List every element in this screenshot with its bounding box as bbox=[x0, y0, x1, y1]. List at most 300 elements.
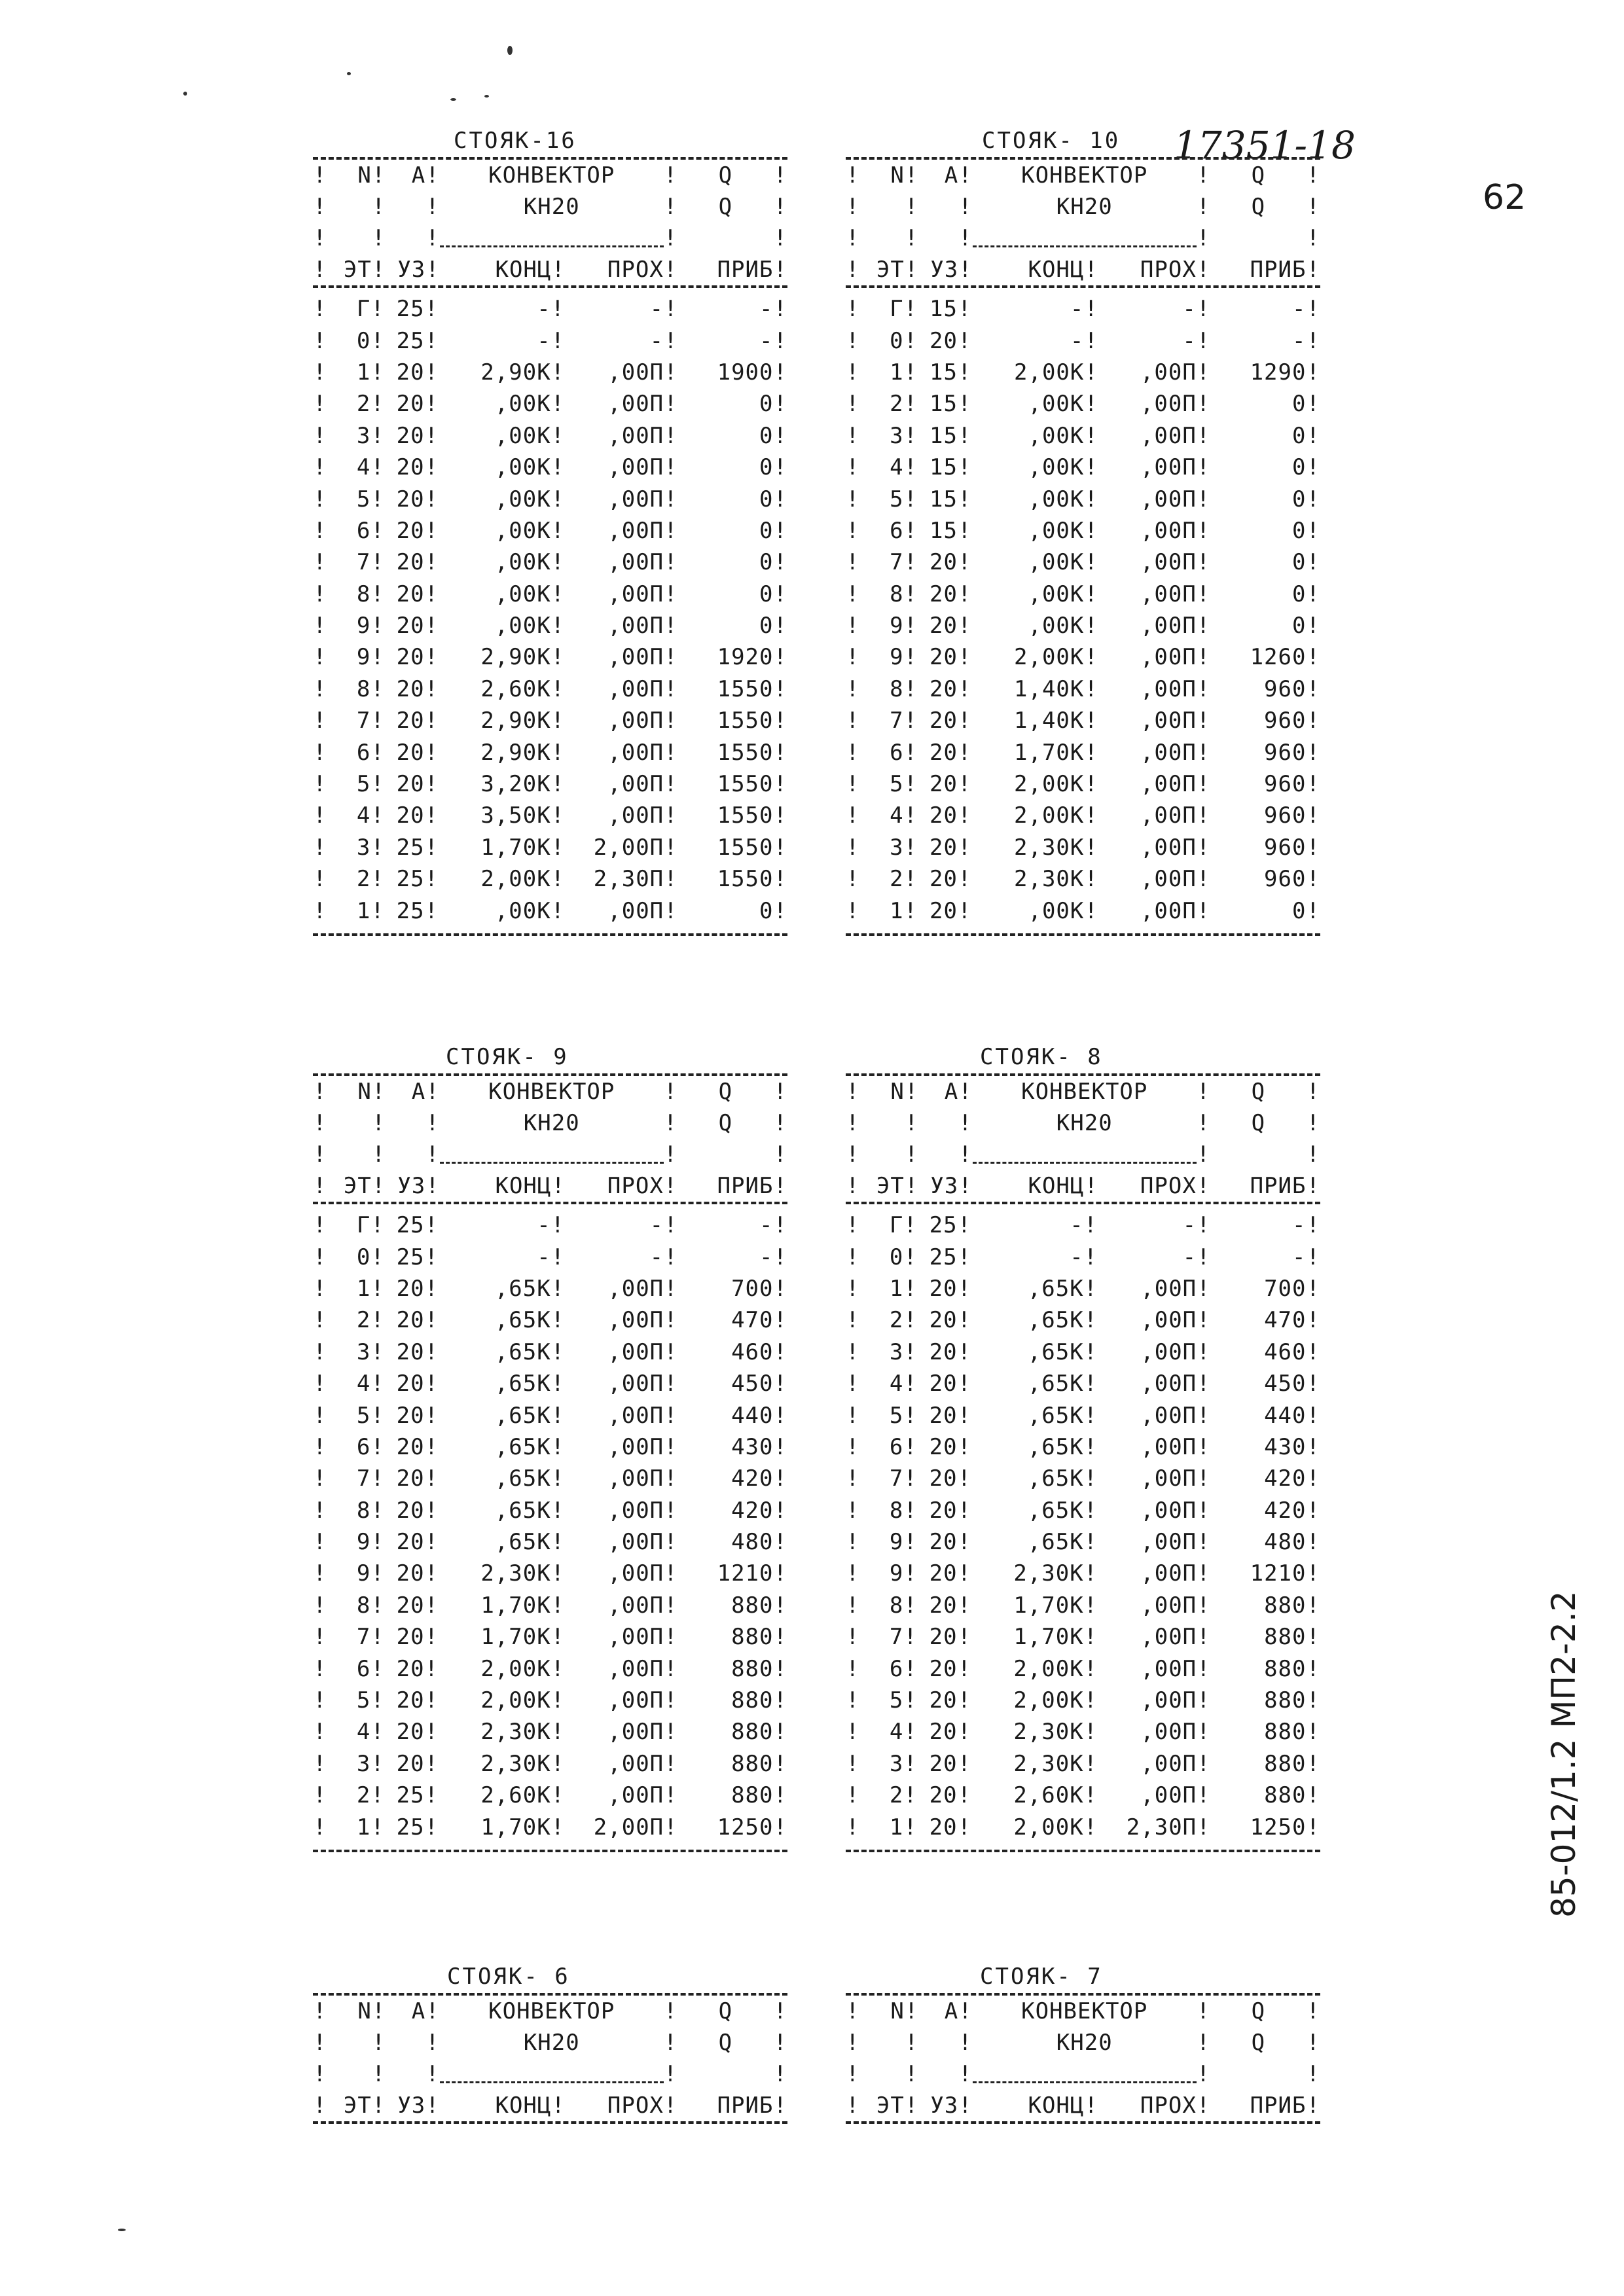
bar: ! bbox=[313, 327, 327, 354]
bar: ! bbox=[957, 1814, 972, 1840]
floor: 4 bbox=[889, 1719, 904, 1746]
bar: ! bbox=[846, 1814, 860, 1840]
header-konc: КОНЦ bbox=[495, 2092, 552, 2119]
bar: ! bbox=[664, 422, 678, 449]
bar: ! bbox=[1306, 194, 1320, 220]
table-row bbox=[313, 1653, 787, 1684]
bar: ! bbox=[846, 644, 860, 671]
konc-value: ,65К bbox=[494, 1338, 551, 1365]
konc-value: ,65К bbox=[494, 1465, 551, 1492]
bar: ! bbox=[846, 454, 860, 481]
bar: ! bbox=[370, 422, 385, 449]
bar: ! bbox=[370, 644, 385, 671]
bar: ! bbox=[1306, 162, 1320, 188]
bar: ! bbox=[773, 194, 787, 220]
konc-value: 2,30К bbox=[1013, 1750, 1084, 1777]
prib-value: 460 bbox=[731, 1338, 774, 1365]
empty bbox=[677, 223, 773, 254]
header-n: N bbox=[357, 1998, 372, 2024]
bar: ! bbox=[773, 1624, 787, 1651]
bar: ! bbox=[1084, 834, 1098, 861]
riser-data-table bbox=[846, 293, 1320, 927]
bar: ! bbox=[1306, 581, 1320, 607]
konc-value: ,65К bbox=[1027, 1338, 1084, 1365]
bar: ! bbox=[1197, 1750, 1211, 1777]
konc-value: ,00К bbox=[494, 581, 551, 607]
table-row bbox=[846, 515, 1320, 547]
table-row bbox=[846, 1241, 1320, 1272]
bar: ! bbox=[1084, 708, 1098, 734]
prox-value: ,00П bbox=[1140, 1592, 1197, 1619]
bar: ! bbox=[424, 1814, 439, 1840]
prib-value: 0 bbox=[759, 517, 774, 544]
bar: ! bbox=[903, 1244, 918, 1270]
bar: ! bbox=[664, 517, 678, 544]
diameter: 20 bbox=[396, 1338, 425, 1365]
bar: ! bbox=[313, 1141, 327, 1168]
bar: ! bbox=[425, 1079, 440, 1105]
konc-value: ,00К bbox=[1028, 549, 1085, 576]
bar: ! bbox=[903, 296, 918, 323]
diameter: 20 bbox=[929, 739, 958, 766]
konc-value: - bbox=[537, 296, 551, 323]
konc-value: 2,30К bbox=[480, 1560, 551, 1587]
diameter: 20 bbox=[396, 1719, 425, 1746]
bar: ! bbox=[1084, 549, 1098, 576]
bar: ! bbox=[424, 834, 439, 861]
bar: ! bbox=[1196, 739, 1211, 766]
diameter: 20 bbox=[929, 1624, 958, 1651]
table-row bbox=[313, 1241, 787, 1272]
konc-value: ,00К bbox=[1028, 454, 1085, 481]
table-rule bbox=[846, 933, 1320, 936]
bar: ! bbox=[846, 296, 860, 323]
bar: ! bbox=[663, 2030, 678, 2056]
header-row bbox=[846, 1170, 1320, 1202]
floor: 4 bbox=[889, 1371, 904, 1397]
prox-value: 2,30П bbox=[1126, 1814, 1197, 1840]
prib-value: 880 bbox=[731, 1687, 774, 1714]
bar: ! bbox=[313, 549, 327, 576]
konc-value: 2,30К bbox=[1013, 1719, 1084, 1746]
floor: 4 bbox=[356, 1371, 371, 1397]
diameter: 25 bbox=[396, 1212, 425, 1239]
table-row bbox=[313, 1304, 787, 1336]
bar: ! bbox=[1083, 1244, 1098, 1270]
bar: ! bbox=[846, 1719, 860, 1746]
bar: ! bbox=[424, 517, 439, 544]
bar: ! bbox=[550, 454, 566, 481]
bar: ! bbox=[903, 802, 918, 829]
prox-value: ,00П bbox=[607, 1402, 664, 1429]
bar: ! bbox=[903, 1212, 918, 1239]
bar: ! bbox=[1197, 1338, 1211, 1365]
header-row bbox=[313, 2090, 787, 2121]
bar: ! bbox=[773, 1433, 787, 1460]
floor: Г bbox=[356, 1212, 371, 1239]
diameter: 20 bbox=[929, 708, 958, 734]
bar: ! bbox=[903, 1719, 918, 1746]
prox-value: ,00П bbox=[607, 1655, 664, 1682]
bar: ! bbox=[1083, 1624, 1098, 1651]
bar: ! bbox=[773, 581, 787, 607]
prib-value: 880 bbox=[1264, 1782, 1307, 1809]
bar: ! bbox=[313, 739, 327, 766]
header-a: А bbox=[411, 1998, 426, 2024]
bar: ! bbox=[1196, 225, 1211, 251]
bar: ! bbox=[957, 1433, 972, 1460]
floor: 2 bbox=[889, 1307, 904, 1334]
floor: 3 bbox=[890, 422, 904, 449]
bar: ! bbox=[424, 866, 439, 893]
bar: ! bbox=[958, 1998, 973, 2024]
bar: ! bbox=[957, 771, 972, 798]
bar: ! bbox=[1196, 1110, 1211, 1136]
diameter: 20 bbox=[396, 802, 425, 829]
table-row bbox=[313, 895, 787, 926]
diameter: 20 bbox=[396, 581, 425, 607]
bar: ! bbox=[1306, 1560, 1320, 1587]
floor: 3 bbox=[356, 422, 371, 449]
table-row bbox=[313, 641, 787, 673]
header-row bbox=[313, 1996, 787, 2027]
bar: ! bbox=[424, 1782, 439, 1809]
bar: ! bbox=[371, 257, 386, 283]
diameter: 20 bbox=[396, 549, 425, 576]
bar: ! bbox=[663, 2061, 678, 2087]
bar: ! bbox=[1306, 549, 1320, 576]
bar: ! bbox=[424, 296, 439, 323]
prox-value: ,00П bbox=[1140, 1782, 1197, 1809]
bar: ! bbox=[846, 1212, 860, 1239]
prox-value: ,00П bbox=[1140, 486, 1197, 512]
floor: 5 bbox=[890, 486, 904, 512]
bar: ! bbox=[903, 771, 918, 798]
bar: ! bbox=[957, 1244, 972, 1270]
bar: ! bbox=[1084, 454, 1098, 481]
prib-value: 470 bbox=[731, 1307, 774, 1334]
bar: ! bbox=[313, 897, 327, 924]
bar: ! bbox=[424, 1433, 439, 1460]
konc-value: ,65К bbox=[494, 1497, 551, 1524]
prib-value: 450 bbox=[731, 1371, 774, 1397]
header-row bbox=[846, 2058, 1320, 2090]
konc-value: ,00К bbox=[1028, 517, 1085, 544]
prox-value: - bbox=[649, 1244, 664, 1270]
bar: ! bbox=[550, 644, 566, 671]
bar: ! bbox=[664, 1402, 678, 1429]
diameter: 20 bbox=[396, 1307, 425, 1334]
bar: ! bbox=[370, 1719, 385, 1746]
empty bbox=[386, 2027, 425, 2058]
table-row bbox=[846, 1273, 1320, 1304]
prib-value: 0 bbox=[759, 613, 774, 639]
diameter: 25 bbox=[929, 1244, 958, 1270]
bar: ! bbox=[957, 1371, 972, 1397]
prox-value: ,00П bbox=[1140, 897, 1197, 924]
konc-value: ,00К bbox=[1028, 581, 1085, 607]
empty bbox=[327, 2027, 371, 2058]
bar: ! bbox=[1196, 359, 1211, 386]
prox-value: ,00П bbox=[1140, 771, 1197, 798]
prib-value: 420 bbox=[1264, 1497, 1307, 1524]
bar: ! bbox=[957, 549, 972, 576]
bar: ! bbox=[1306, 1275, 1320, 1302]
bar: ! bbox=[370, 1529, 385, 1556]
bar: ! bbox=[773, 1750, 787, 1777]
prib-value: 880 bbox=[731, 1655, 774, 1682]
bar: ! bbox=[1196, 486, 1211, 512]
bar: ! bbox=[550, 1433, 566, 1460]
bar: ! bbox=[663, 257, 678, 283]
bar: ! bbox=[903, 897, 918, 924]
bar: ! bbox=[846, 2030, 860, 2056]
bar: ! bbox=[424, 708, 439, 734]
bar: ! bbox=[1083, 1655, 1098, 1682]
header-q: Q bbox=[1251, 1998, 1266, 2024]
bar: ! bbox=[664, 549, 678, 576]
prox-value: ,00П bbox=[1140, 1465, 1197, 1492]
bar: ! bbox=[424, 1750, 439, 1777]
bar: ! bbox=[664, 486, 678, 512]
header-convector: КОНВЕКТОР bbox=[488, 1998, 615, 2024]
header-prib: ПРИБ bbox=[1250, 2092, 1307, 2119]
bar: ! bbox=[424, 359, 439, 386]
header-q2: Q bbox=[1251, 194, 1266, 220]
bar: ! bbox=[1197, 1782, 1211, 1809]
table-row bbox=[313, 1780, 787, 1811]
konc-value: 2,30К bbox=[480, 1719, 551, 1746]
table-row bbox=[313, 768, 787, 800]
bar: ! bbox=[550, 1719, 566, 1746]
floor: 8 bbox=[356, 1497, 371, 1524]
table-row bbox=[313, 673, 787, 705]
bar: ! bbox=[903, 517, 918, 544]
table-row bbox=[846, 1431, 1320, 1463]
konc-value: 2,00К bbox=[480, 1655, 551, 1682]
bar: ! bbox=[773, 1592, 787, 1619]
floor: 8 bbox=[356, 1592, 371, 1619]
table-row bbox=[313, 1431, 787, 1463]
bar: ! bbox=[550, 359, 566, 386]
konc-value: 2,00К bbox=[1013, 1655, 1084, 1682]
bar: ! bbox=[370, 1307, 385, 1334]
prox-value: ,00П bbox=[1140, 549, 1197, 576]
bar: ! bbox=[425, 162, 440, 188]
bar: ! bbox=[370, 1592, 385, 1619]
diameter: 20 bbox=[396, 1529, 425, 1556]
bar: ! bbox=[313, 675, 327, 702]
header-uz: УЗ bbox=[397, 257, 426, 283]
prib-value: 880 bbox=[731, 1624, 774, 1651]
header-et: ЭТ bbox=[343, 1173, 372, 1199]
prox-value: ,00П bbox=[607, 1497, 664, 1524]
bar: ! bbox=[1306, 1655, 1320, 1682]
diameter: 25 bbox=[396, 834, 425, 861]
bar: ! bbox=[664, 1655, 678, 1682]
riser-title bbox=[313, 1041, 787, 1073]
bar: ! bbox=[957, 1655, 972, 1682]
prib-value: 1290 bbox=[1250, 359, 1307, 386]
prox-value: ,00П bbox=[1140, 644, 1197, 671]
riser-table bbox=[846, 1076, 1320, 1202]
bar: ! bbox=[1196, 1141, 1211, 1168]
bar: ! bbox=[957, 1465, 972, 1492]
bar: ! bbox=[957, 834, 972, 861]
bar: ! bbox=[957, 581, 972, 607]
table-row bbox=[313, 705, 787, 736]
konc-value: ,65К bbox=[1027, 1307, 1084, 1334]
bar: ! bbox=[550, 708, 566, 734]
bar: ! bbox=[550, 1655, 566, 1682]
bar: ! bbox=[957, 327, 972, 354]
floor: 5 bbox=[889, 1402, 904, 1429]
floor: 9 bbox=[889, 1560, 904, 1587]
header-q2: Q bbox=[718, 1110, 733, 1136]
bar: ! bbox=[846, 613, 860, 639]
header-convector: КОНВЕКТОР bbox=[488, 162, 615, 188]
prox-value: 2,30П bbox=[593, 866, 664, 893]
bar: ! bbox=[313, 1814, 327, 1840]
bar: ! bbox=[903, 486, 918, 512]
floor: 1 bbox=[889, 1275, 904, 1302]
diameter: 20 bbox=[929, 1433, 958, 1460]
diameter: 20 bbox=[396, 1655, 425, 1682]
bar: ! bbox=[1306, 486, 1320, 512]
bar: ! bbox=[424, 1275, 439, 1302]
riser-table bbox=[313, 1996, 787, 2121]
bar: ! bbox=[424, 1592, 439, 1619]
konc-value: ,00К bbox=[494, 613, 551, 639]
bar: ! bbox=[957, 1497, 972, 1524]
diameter: 20 bbox=[929, 1750, 958, 1777]
prib-value: 0 bbox=[759, 581, 774, 607]
bar: ! bbox=[424, 1244, 439, 1270]
prox-value: ,00П bbox=[607, 454, 664, 481]
floor: 4 bbox=[890, 802, 904, 829]
diameter: 20 bbox=[929, 1371, 958, 1397]
bar: ! bbox=[1083, 1465, 1098, 1492]
konc-value: 1,70К bbox=[1014, 739, 1085, 766]
prox-value: ,00П bbox=[607, 1624, 664, 1651]
empty bbox=[859, 223, 904, 254]
diameter: 20 bbox=[929, 613, 958, 639]
bar: ! bbox=[846, 257, 860, 283]
bar: ! bbox=[773, 1307, 787, 1334]
bar: ! bbox=[846, 675, 860, 702]
prib-value: 0 bbox=[759, 391, 774, 418]
bar: ! bbox=[370, 675, 385, 702]
prox-value: ,00П bbox=[1140, 739, 1197, 766]
header-prox: ПРОХ bbox=[1140, 257, 1197, 283]
header-row bbox=[313, 1139, 787, 1170]
konc-value: ,65К bbox=[1027, 1402, 1084, 1429]
bar: ! bbox=[957, 1782, 972, 1809]
bar: ! bbox=[550, 517, 566, 544]
empty bbox=[918, 1107, 958, 1139]
bar: ! bbox=[370, 1497, 385, 1524]
konc-value: 1,70К bbox=[480, 1814, 551, 1840]
diameter: 20 bbox=[396, 1275, 425, 1302]
prib-value: 1210 bbox=[1250, 1560, 1307, 1587]
bar: ! bbox=[773, 1079, 787, 1105]
prox-value: ,00П bbox=[607, 1307, 664, 1334]
prox-value: ,00П bbox=[1140, 708, 1197, 734]
bar: ! bbox=[846, 1687, 860, 1714]
bar: ! bbox=[370, 486, 385, 512]
speck bbox=[450, 98, 456, 101]
floor: 7 bbox=[889, 1624, 904, 1651]
bar: ! bbox=[846, 1433, 860, 1460]
header-convector: КОНВЕКТОР bbox=[1021, 1998, 1148, 2024]
bar: ! bbox=[313, 802, 327, 829]
floor: 5 bbox=[356, 486, 371, 512]
bar: ! bbox=[1084, 257, 1098, 283]
table-row bbox=[313, 579, 787, 610]
header-n: N bbox=[890, 1998, 905, 2024]
header-q2: Q bbox=[1251, 2030, 1266, 2056]
bar: ! bbox=[425, 1998, 440, 2024]
bar: ! bbox=[957, 739, 972, 766]
bar: ! bbox=[664, 1687, 678, 1714]
bar: ! bbox=[1306, 708, 1320, 734]
divider-cell bbox=[440, 2058, 664, 2090]
header-prox: ПРОХ bbox=[607, 1173, 664, 1199]
diameter: 25 bbox=[396, 866, 425, 893]
bar: ! bbox=[370, 1244, 385, 1270]
konc-value: 2,90К bbox=[480, 739, 551, 766]
bar: ! bbox=[664, 1529, 678, 1556]
bar: ! bbox=[424, 454, 439, 481]
header-prib: ПРИБ bbox=[1250, 1173, 1307, 1199]
bar: ! bbox=[1083, 1307, 1098, 1334]
bar: ! bbox=[903, 1465, 918, 1492]
bar: ! bbox=[424, 1338, 439, 1365]
bar: ! bbox=[313, 1110, 327, 1136]
diameter: 20 bbox=[396, 1592, 425, 1619]
prib-value: 880 bbox=[731, 1719, 774, 1746]
bar: ! bbox=[1197, 1402, 1211, 1429]
diameter: 20 bbox=[929, 1465, 958, 1492]
bar: ! bbox=[958, 1141, 973, 1168]
prib-value: 1550 bbox=[717, 802, 774, 829]
diameter: 20 bbox=[396, 708, 425, 734]
diameter: 20 bbox=[396, 613, 425, 639]
bar: ! bbox=[1084, 486, 1098, 512]
bar: ! bbox=[313, 1212, 327, 1239]
bar: ! bbox=[313, 1560, 327, 1587]
bar: ! bbox=[904, 162, 919, 188]
prox-value: ,00П bbox=[607, 739, 664, 766]
floor: 9 bbox=[356, 644, 371, 671]
bar: ! bbox=[1083, 1402, 1098, 1429]
prib-value: 880 bbox=[1264, 1624, 1307, 1651]
diameter: 20 bbox=[396, 1371, 425, 1397]
prib-value: 470 bbox=[1264, 1307, 1307, 1334]
bar: ! bbox=[957, 454, 972, 481]
prox-value: ,00П bbox=[1140, 1307, 1197, 1334]
bar: ! bbox=[1084, 644, 1098, 671]
bar: ! bbox=[1084, 581, 1098, 607]
bar: ! bbox=[846, 802, 860, 829]
prox-value: ,00П bbox=[607, 897, 664, 924]
diameter: 20 bbox=[929, 802, 958, 829]
empty bbox=[386, 191, 425, 223]
prox-value: ,00П bbox=[607, 486, 664, 512]
table-row bbox=[846, 388, 1320, 420]
bar: ! bbox=[773, 327, 787, 354]
bar: ! bbox=[773, 771, 787, 798]
